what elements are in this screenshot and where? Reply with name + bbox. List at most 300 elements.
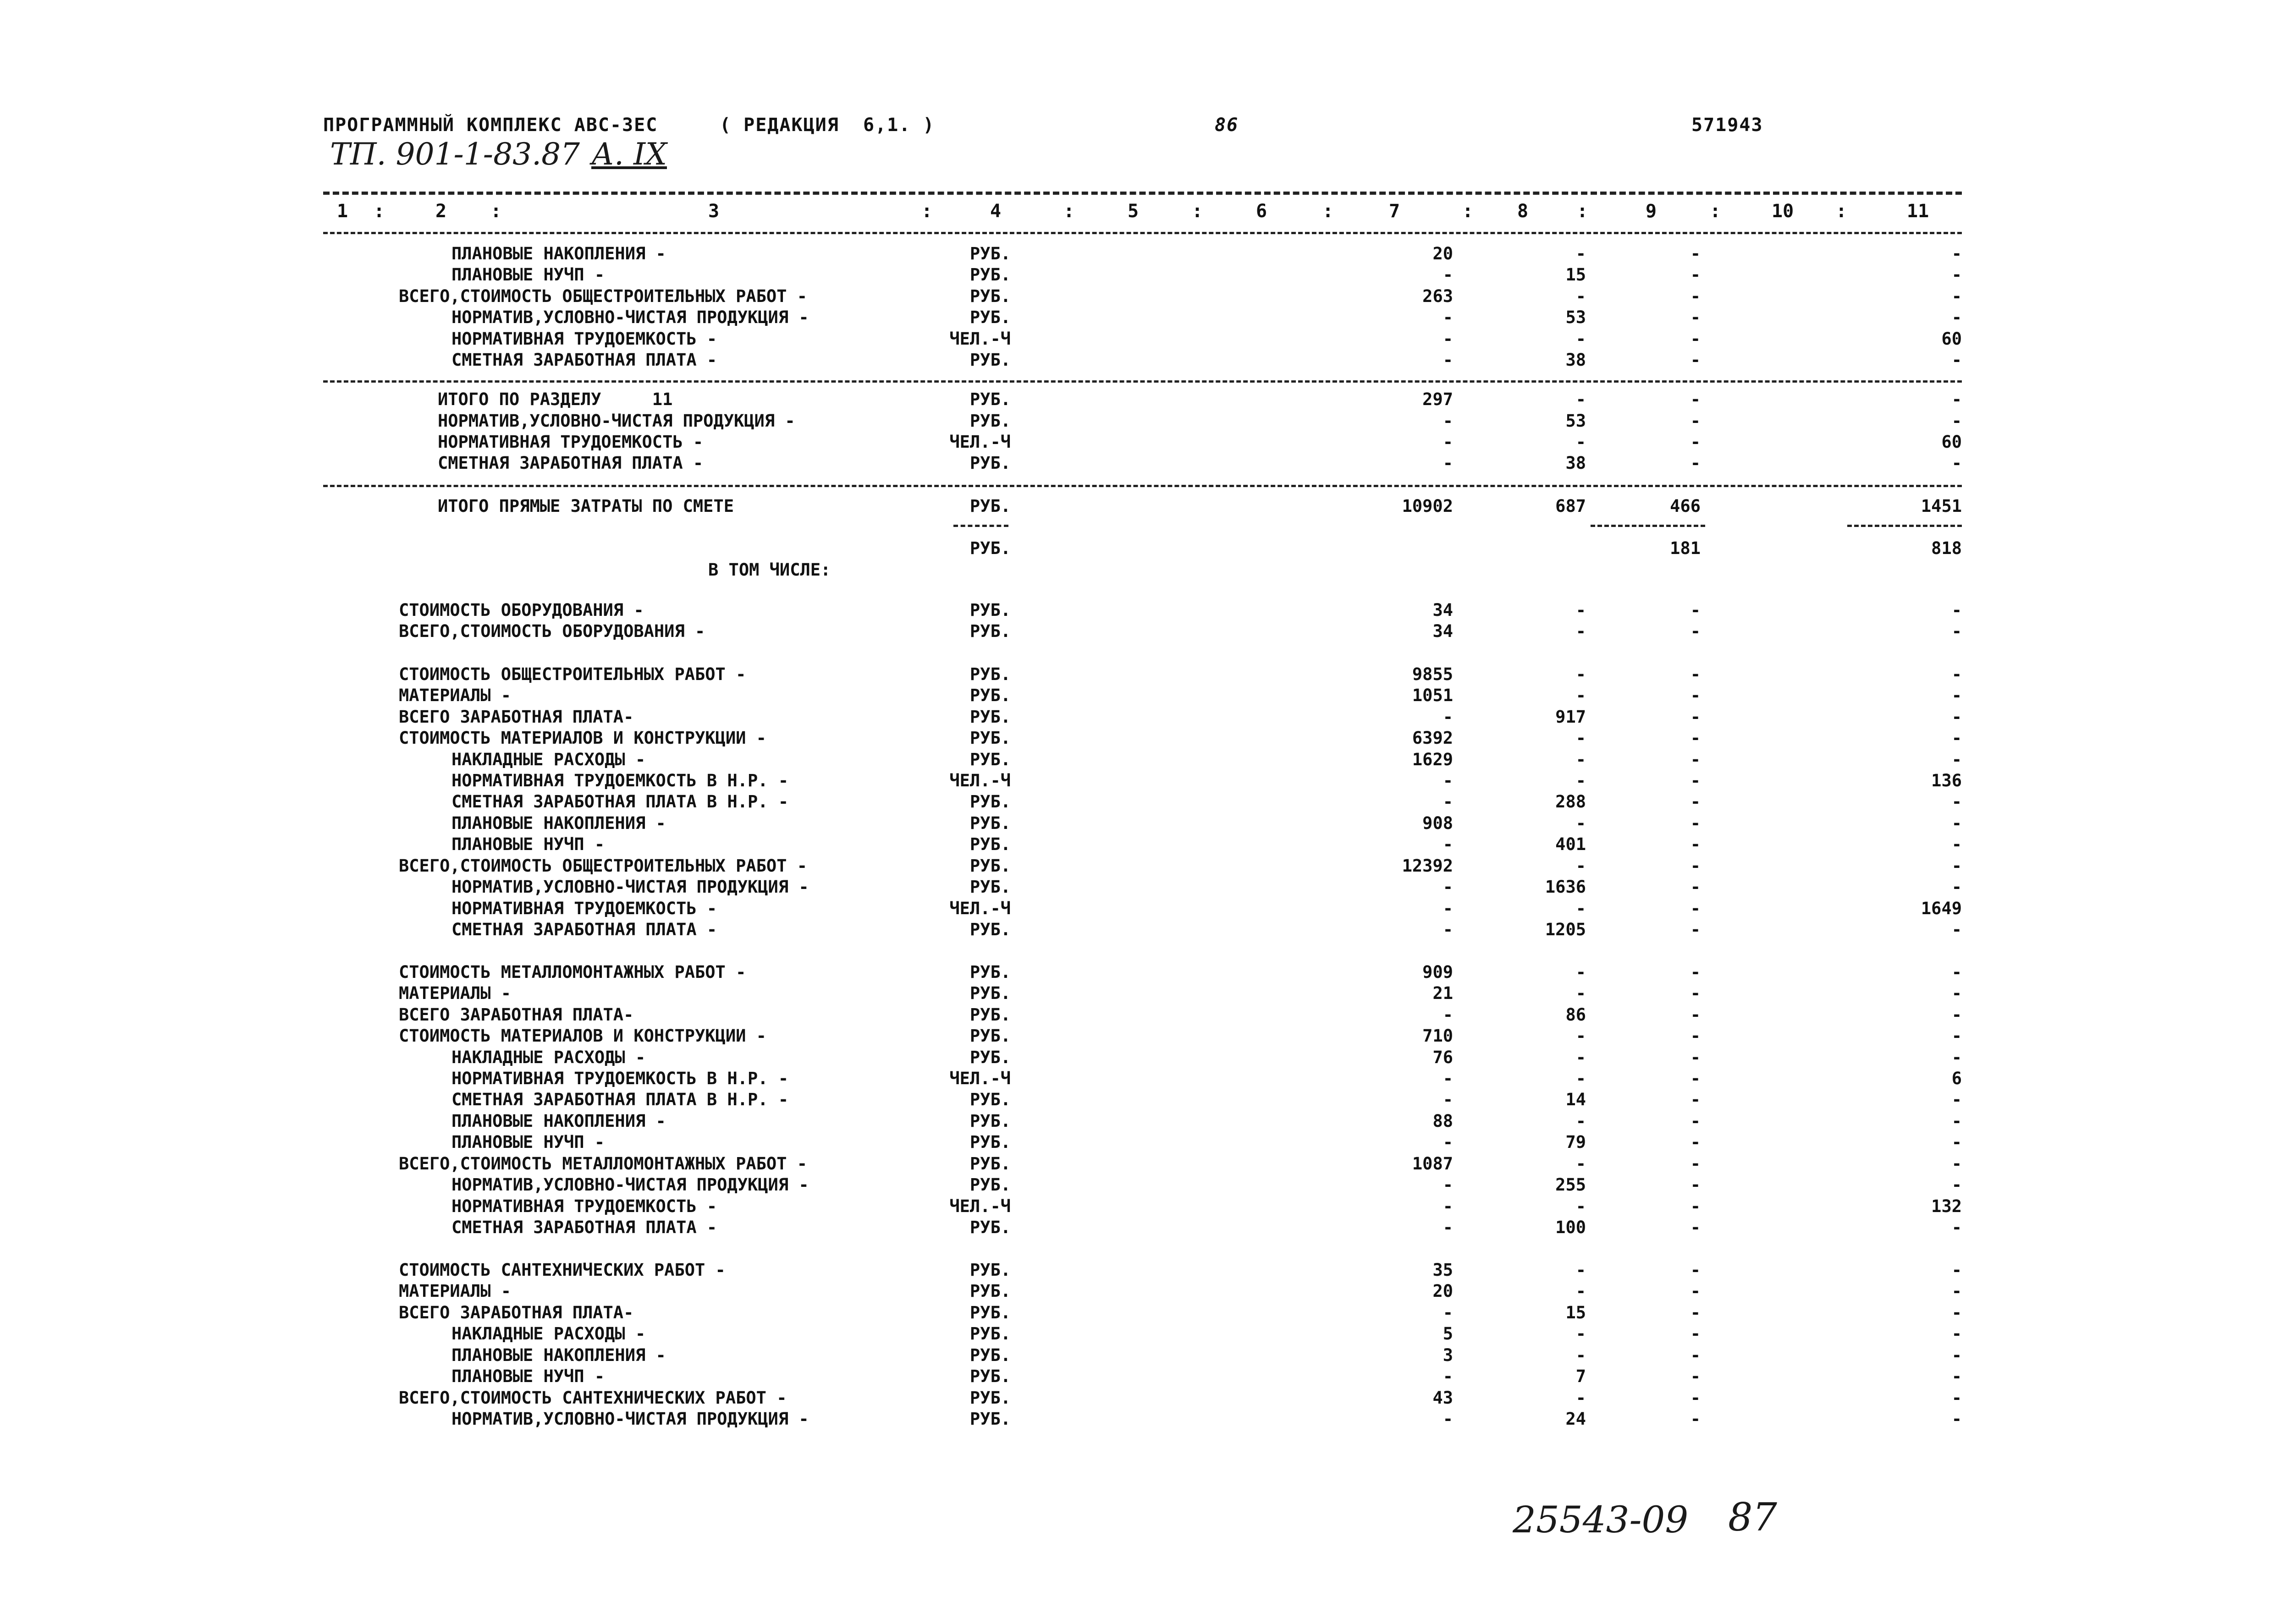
table-row xyxy=(0,1218,2274,1239)
unit-cell: РУБ. xyxy=(969,983,1011,1003)
value-col-7: - xyxy=(1443,1132,1453,1152)
value-col-7: 6392 xyxy=(1412,728,1453,748)
value-col-8: - xyxy=(1575,1260,1586,1280)
value-col-9: 181 xyxy=(1670,538,1701,558)
row-label: НОРМАТИВ,УСЛОВНО-ЧИСТАЯ ПРОДУКЦИЯ - xyxy=(451,307,809,327)
value-col-11: 1451 xyxy=(1921,496,1962,516)
column-header: 8 xyxy=(1517,201,1529,222)
row-label: ВСЕГО,СТОИМОСТЬ ОБЩЕСТРОИТЕЛЬНЫХ РАБОТ - xyxy=(399,286,808,306)
value-col-8: - xyxy=(1575,1048,1586,1067)
program-title: ПРОГРАММНЫЙ КОМПЛЕКС АВС-ЗЕС xyxy=(323,115,658,136)
unit-cell: РУБ. xyxy=(969,496,1011,516)
value-col-9: - xyxy=(1690,1366,1701,1386)
value-col-9: - xyxy=(1690,1388,1701,1408)
unit-cell: РУБ. xyxy=(969,286,1011,306)
value-col-8: - xyxy=(1575,1026,1586,1046)
value-col-11: - xyxy=(1951,707,1962,727)
table-row xyxy=(0,813,2274,834)
value-col-11: - xyxy=(1951,1281,1962,1301)
value-col-11: - xyxy=(1951,265,1962,285)
unit-cell: РУБ. xyxy=(969,453,1011,473)
value-col-7: 20 xyxy=(1432,244,1453,263)
table-row xyxy=(0,1345,2274,1366)
table-row xyxy=(0,265,2274,286)
unit-cell: РУБ. xyxy=(969,411,1011,431)
value-col-11: - xyxy=(1951,983,1962,1003)
row-label: СМЕТНАЯ ЗАРАБОТНАЯ ПЛАТА - xyxy=(438,453,704,473)
value-col-7: - xyxy=(1443,877,1453,897)
value-col-9: - xyxy=(1690,728,1701,748)
value-col-7: - xyxy=(1443,1366,1453,1386)
table-row xyxy=(0,286,2274,307)
value-col-8: - xyxy=(1575,1069,1586,1088)
value-col-8: 38 xyxy=(1565,350,1586,370)
value-col-11: - xyxy=(1951,1345,1962,1365)
value-col-8: - xyxy=(1575,621,1586,641)
value-col-8: 24 xyxy=(1565,1409,1586,1429)
column-header: 10 xyxy=(1772,201,1794,222)
value-col-8: - xyxy=(1575,432,1586,452)
table-row xyxy=(0,1409,2274,1430)
table-row xyxy=(0,1366,2274,1388)
unit-cell: РУБ. xyxy=(969,1324,1011,1344)
value-col-7: - xyxy=(1443,453,1453,473)
column-separator: : xyxy=(374,201,385,222)
value-col-9: - xyxy=(1690,411,1701,431)
value-col-8: - xyxy=(1575,1388,1586,1408)
value-col-11: - xyxy=(1951,411,1962,431)
value-col-9: - xyxy=(1690,432,1701,452)
value-col-9: - xyxy=(1690,899,1701,918)
column-header: 6 xyxy=(1256,201,1267,222)
row-label: НОРМАТИВНАЯ ТРУДОЕМКОСТЬ - xyxy=(451,899,717,918)
value-col-11: - xyxy=(1951,750,1962,769)
value-col-8: - xyxy=(1575,664,1586,684)
value-col-8: 288 xyxy=(1555,792,1586,812)
value-col-9: - xyxy=(1690,1196,1701,1216)
unit-cell: РУБ. xyxy=(969,1366,1011,1386)
row-label: НАКЛАДНЫЕ РАСХОДЫ - xyxy=(451,750,646,769)
value-col-11: - xyxy=(1951,1218,1962,1237)
value-col-8: - xyxy=(1575,1345,1586,1365)
value-col-11: 136 xyxy=(1931,771,1962,790)
table-row xyxy=(0,600,2274,621)
value-col-8: 1636 xyxy=(1545,877,1586,897)
value-col-8: - xyxy=(1575,1111,1586,1131)
column-separator: : xyxy=(1192,201,1203,222)
value-col-9: - xyxy=(1690,686,1701,705)
row-label: ВСЕГО,СТОИМОСТЬ САНТЕХНИЧЕСКИХ РАБОТ - xyxy=(399,1388,787,1408)
value-col-8: - xyxy=(1575,390,1586,409)
value-col-9: - xyxy=(1690,750,1701,769)
section-rule xyxy=(323,485,1962,487)
value-col-11: - xyxy=(1951,686,1962,705)
value-col-9: - xyxy=(1690,834,1701,854)
table-row xyxy=(0,962,2274,983)
unit-cell: РУБ. xyxy=(969,244,1011,263)
unit-cell: РУБ. xyxy=(969,1260,1011,1280)
value-col-8: - xyxy=(1575,962,1586,982)
value-col-8: 917 xyxy=(1555,707,1586,727)
unit-cell: РУБ. xyxy=(969,750,1011,769)
value-col-7: 76 xyxy=(1432,1048,1453,1067)
value-col-11: - xyxy=(1951,1366,1962,1386)
row-label: ВСЕГО,СТОИМОСТЬ ОБОРУДОВАНИЯ - xyxy=(399,621,705,641)
table-row xyxy=(0,1324,2274,1345)
table-row xyxy=(0,920,2274,941)
row-label: НАКЛАДНЫЕ РАСХОДЫ - xyxy=(451,1048,646,1067)
value-col-7: 1629 xyxy=(1412,750,1453,769)
value-col-11: - xyxy=(1951,1026,1962,1046)
table-row xyxy=(0,350,2274,371)
value-col-9: - xyxy=(1690,664,1701,684)
table-row xyxy=(0,1281,2274,1302)
value-col-7: 21 xyxy=(1432,983,1453,1003)
unit-cell: РУБ. xyxy=(969,1175,1011,1195)
table-row xyxy=(0,411,2274,432)
value-col-8: 1205 xyxy=(1545,920,1586,939)
table-header-rule xyxy=(323,232,1962,234)
row-label: ПЛАНОВЫЕ НУЧП - xyxy=(451,1366,605,1386)
column-separator: : xyxy=(921,201,933,222)
value-col-9: - xyxy=(1690,350,1701,370)
value-col-9: - xyxy=(1690,1111,1701,1131)
table-row xyxy=(0,453,2274,474)
value-col-11: - xyxy=(1951,813,1962,833)
handwritten-footer-code: 25543-09 xyxy=(1513,1498,1689,1541)
row-label: СТОИМОСТЬ МАТЕРИАЛОВ И КОНСТРУКЦИИ - xyxy=(399,1026,766,1046)
unit-cell: РУБ. xyxy=(969,792,1011,812)
row-label: НАКЛАДНЫЕ РАСХОДЫ - xyxy=(451,1324,646,1344)
value-col-9: - xyxy=(1690,1005,1701,1025)
value-col-11: - xyxy=(1951,1048,1962,1067)
row-label: НОРМАТИВНАЯ ТРУДОЕМКОСТЬ В Н.Р. - xyxy=(451,771,789,790)
value-col-9: - xyxy=(1690,265,1701,285)
value-col-11: - xyxy=(1951,728,1962,748)
value-col-9: - xyxy=(1690,1154,1701,1174)
row-label: ПЛАНОВЫЕ НУЧП - xyxy=(451,265,605,285)
value-col-9: - xyxy=(1690,307,1701,327)
value-col-8: 86 xyxy=(1565,1005,1586,1025)
unit-cell: РУБ. xyxy=(969,307,1011,327)
value-col-8: 15 xyxy=(1565,265,1586,285)
table-row xyxy=(0,244,2274,265)
value-col-11: - xyxy=(1951,834,1962,854)
row-label: ПЛАНОВЫЕ НАКОПЛЕНИЯ - xyxy=(451,244,666,263)
column-separator: : xyxy=(1577,201,1588,222)
unit-cell: РУБ. xyxy=(969,390,1011,409)
value-col-9: - xyxy=(1690,1218,1701,1237)
row-label: МАТЕРИАЛЫ - xyxy=(399,686,512,705)
value-col-7: 20 xyxy=(1432,1281,1453,1301)
value-col-8: - xyxy=(1575,1196,1586,1216)
value-col-11: 818 xyxy=(1931,538,1962,558)
value-col-7: - xyxy=(1443,432,1453,452)
table-row xyxy=(0,834,2274,856)
value-col-9: - xyxy=(1690,329,1701,349)
value-col-9: - xyxy=(1690,792,1701,812)
value-col-8: 53 xyxy=(1565,307,1586,327)
row-label: НОРМАТИВНАЯ ТРУДОЕМКОСТЬ В Н.Р. - xyxy=(451,1069,789,1088)
value-col-11: - xyxy=(1951,1324,1962,1344)
column-header: 11 xyxy=(1907,201,1929,222)
row-label: ИТОГО ПРЯМЫЕ ЗАТРАТЫ ПО СМЕТЕ xyxy=(438,496,734,516)
column-header: 1 xyxy=(337,201,348,222)
value-col-7: 297 xyxy=(1422,390,1453,409)
row-label: СМЕТНАЯ ЗАРАБОТНАЯ ПЛАТА - xyxy=(451,920,717,939)
value-col-11: 60 xyxy=(1941,432,1962,452)
table-row xyxy=(0,1303,2274,1324)
table-row xyxy=(0,664,2274,686)
value-col-11: 6 xyxy=(1951,1069,1962,1088)
value-col-11: - xyxy=(1951,1005,1962,1025)
value-col-9: - xyxy=(1690,1260,1701,1280)
table-row xyxy=(0,621,2274,642)
value-col-7: - xyxy=(1443,834,1453,854)
value-col-7: 1051 xyxy=(1412,686,1453,705)
value-col-8: 79 xyxy=(1565,1132,1586,1152)
row-label: ПЛАНОВЫЕ НАКОПЛЕНИЯ - xyxy=(451,813,666,833)
unit-cell: РУБ. xyxy=(969,1409,1011,1429)
column-header: 4 xyxy=(990,201,1002,222)
row-label: ВСЕГО,СТОИМОСТЬ МЕТАЛЛОМОНТАЖНЫХ РАБОТ - xyxy=(399,1154,808,1174)
value-col-8: - xyxy=(1575,983,1586,1003)
table-row xyxy=(0,1388,2274,1409)
value-col-7: 43 xyxy=(1432,1388,1453,1408)
column-header: 3 xyxy=(708,201,720,222)
value-col-9: - xyxy=(1690,244,1701,263)
table-row xyxy=(0,856,2274,877)
table-row xyxy=(0,899,2274,920)
value-col-8: 255 xyxy=(1555,1175,1586,1195)
row-label: В ТОМ ЧИСЛЕ: xyxy=(708,560,831,580)
table-row xyxy=(0,1048,2274,1069)
unit-cell: РУБ. xyxy=(969,1154,1011,1174)
unit-cell: РУБ. xyxy=(969,856,1011,876)
table-row xyxy=(0,1196,2274,1218)
table-row xyxy=(0,771,2274,792)
value-col-9: - xyxy=(1690,1345,1701,1365)
value-col-8: 53 xyxy=(1565,411,1586,431)
table-row xyxy=(0,560,2274,581)
value-col-7: - xyxy=(1443,920,1453,939)
row-label: ВСЕГО,СТОИМОСТЬ ОБЩЕСТРОИТЕЛЬНЫХ РАБОТ - xyxy=(399,856,808,876)
table-row xyxy=(0,686,2274,707)
value-col-9: - xyxy=(1690,1303,1701,1322)
unit-cell: ЧЕЛ.-Ч xyxy=(949,1196,1011,1216)
value-col-9: 466 xyxy=(1670,496,1701,516)
value-col-7: - xyxy=(1443,1090,1453,1109)
value-col-11: - xyxy=(1951,621,1962,641)
value-col-9: - xyxy=(1690,1409,1701,1429)
value-col-7: 34 xyxy=(1432,600,1453,620)
value-col-7: - xyxy=(1443,350,1453,370)
value-col-11: - xyxy=(1951,244,1962,263)
table-row xyxy=(0,983,2274,1004)
value-col-8: - xyxy=(1575,244,1586,263)
row-label: ПЛАНОВЫЕ НАКОПЛЕНИЯ - xyxy=(451,1345,666,1365)
value-col-9: - xyxy=(1690,1281,1701,1301)
value-col-8: - xyxy=(1575,329,1586,349)
row-label: СМЕТНАЯ ЗАРАБОТНАЯ ПЛАТА - xyxy=(451,1218,717,1237)
handwritten-project-number: ТП. 901-1-83.87 xyxy=(330,137,580,172)
unit-cell: РУБ. xyxy=(969,1345,1011,1365)
value-col-9: - xyxy=(1690,1132,1701,1152)
value-col-7: 34 xyxy=(1432,621,1453,641)
value-col-8: - xyxy=(1575,750,1586,769)
value-col-7: - xyxy=(1443,1069,1453,1088)
value-col-8: - xyxy=(1575,600,1586,620)
value-col-8: - xyxy=(1575,813,1586,833)
value-col-9: - xyxy=(1690,856,1701,876)
value-col-11: - xyxy=(1951,390,1962,409)
section-rule xyxy=(323,380,1962,383)
unit-cell: РУБ. xyxy=(969,538,1011,558)
table-row xyxy=(0,1090,2274,1111)
row-label: ПЛАНОВЫЕ НУЧП - xyxy=(451,834,605,854)
value-col-7: 263 xyxy=(1422,286,1453,306)
value-col-7: - xyxy=(1443,265,1453,285)
row-label: СМЕТНАЯ ЗАРАБОТНАЯ ПЛАТА - xyxy=(451,350,717,370)
table-row xyxy=(0,1111,2274,1132)
column-header: 5 xyxy=(1128,201,1139,222)
unit-cell: РУБ. xyxy=(969,1048,1011,1067)
table-row xyxy=(0,1026,2274,1047)
handwritten-footer-page: 87 xyxy=(1728,1495,1777,1540)
unit-cell: РУБ. xyxy=(969,962,1011,982)
value-col-7: - xyxy=(1443,307,1453,327)
value-col-11: - xyxy=(1951,920,1962,939)
table-row xyxy=(0,1154,2274,1175)
value-col-11: - xyxy=(1951,962,1962,982)
row-label: СТОИМОСТЬ МЕТАЛЛОМОНТАЖНЫХ РАБОТ - xyxy=(399,962,746,982)
row-label: НОРМАТИВНАЯ ТРУДОЕМКОСТЬ - xyxy=(451,329,717,349)
value-col-9: - xyxy=(1690,983,1701,1003)
table-row xyxy=(0,496,2274,517)
column-separator: : xyxy=(490,201,502,222)
value-col-7: - xyxy=(1443,411,1453,431)
unit-cell: РУБ. xyxy=(969,728,1011,748)
value-col-11: - xyxy=(1951,600,1962,620)
value-col-9: - xyxy=(1690,1090,1701,1109)
value-col-8: - xyxy=(1575,1281,1586,1301)
value-col-9: - xyxy=(1690,286,1701,306)
subtotal-underline xyxy=(1591,525,1705,527)
value-col-11: 1649 xyxy=(1921,899,1962,918)
row-label: НОРМАТИВ,УСЛОВНО-ЧИСТАЯ ПРОДУКЦИЯ - xyxy=(451,877,809,897)
value-col-7: - xyxy=(1443,1175,1453,1195)
table-row xyxy=(0,307,2274,329)
value-col-11: - xyxy=(1951,1409,1962,1429)
row-label: ПЛАНОВЫЕ НАКОПЛЕНИЯ - xyxy=(451,1111,666,1131)
subtotal-underline xyxy=(1847,525,1962,527)
value-col-8: - xyxy=(1575,771,1586,790)
column-header: 9 xyxy=(1646,201,1657,222)
value-col-8: 38 xyxy=(1565,453,1586,473)
row-label: ВСЕГО ЗАРАБОТНАЯ ПЛАТА- xyxy=(399,1005,634,1025)
row-label: СТОИМОСТЬ МАТЕРИАЛОВ И КОНСТРУКЦИИ - xyxy=(399,728,766,748)
unit-cell: РУБ. xyxy=(969,707,1011,727)
value-col-9: - xyxy=(1690,390,1701,409)
value-col-8: 687 xyxy=(1555,496,1586,516)
value-col-8: - xyxy=(1575,686,1586,705)
value-col-8: - xyxy=(1575,286,1586,306)
value-col-7: 12392 xyxy=(1402,856,1453,876)
unit-cell: ЧЕЛ.-Ч xyxy=(949,899,1011,918)
unit-cell: РУБ. xyxy=(969,1090,1011,1109)
unit-cell: РУБ. xyxy=(969,664,1011,684)
value-col-7: 5 xyxy=(1443,1324,1453,1344)
value-col-8: - xyxy=(1575,728,1586,748)
value-col-8: - xyxy=(1575,856,1586,876)
row-label: МАТЕРИАЛЫ - xyxy=(399,983,512,1003)
value-col-7: - xyxy=(1443,792,1453,812)
value-col-9: - xyxy=(1690,1069,1701,1088)
unit-cell: РУБ. xyxy=(969,1303,1011,1322)
value-col-11: 132 xyxy=(1931,1196,1962,1216)
table-row xyxy=(0,538,2274,560)
value-col-8: 7 xyxy=(1575,1366,1586,1386)
unit-cell: РУБ. xyxy=(969,877,1011,897)
edition-label: ( РЕДАКЦИЯ 6,1. ) xyxy=(720,115,935,136)
table-row xyxy=(0,1175,2274,1196)
row-label: НОРМАТИВНАЯ ТРУДОЕМКОСТЬ - xyxy=(438,432,704,452)
unit-cell: РУБ. xyxy=(969,1388,1011,1408)
unit-cell: ЧЕЛ.-Ч xyxy=(949,432,1011,452)
row-label: ИТОГО ПО РАЗДЕЛУ 11 xyxy=(438,390,673,409)
column-separator: : xyxy=(1710,201,1721,222)
row-label: СМЕТНАЯ ЗАРАБОТНАЯ ПЛАТА В Н.Р. - xyxy=(451,792,789,812)
row-label: НОРМАТИВ,УСЛОВНО-ЧИСТАЯ ПРОДУКЦИЯ - xyxy=(438,411,795,431)
value-col-7: 3 xyxy=(1443,1345,1453,1365)
value-col-8: 14 xyxy=(1565,1090,1586,1109)
value-col-9: - xyxy=(1690,920,1701,939)
value-col-11: - xyxy=(1951,350,1962,370)
value-col-9: - xyxy=(1690,707,1701,727)
value-col-9: - xyxy=(1690,771,1701,790)
value-col-9: - xyxy=(1690,813,1701,833)
value-col-9: - xyxy=(1690,877,1701,897)
row-label: НОРМАТИВНАЯ ТРУДОЕМКОСТЬ - xyxy=(451,1196,717,1216)
unit-cell: РУБ. xyxy=(969,600,1011,620)
value-col-11: - xyxy=(1951,856,1962,876)
unit-cell: РУБ. xyxy=(969,1281,1011,1301)
value-col-9: - xyxy=(1690,621,1701,641)
column-separator: : xyxy=(1462,201,1474,222)
column-separator: : xyxy=(1836,201,1847,222)
table-top-rule xyxy=(323,192,1962,195)
value-col-9: - xyxy=(1690,600,1701,620)
row-label: НОРМАТИВ,УСЛОВНО-ЧИСТАЯ ПРОДУКЦИЯ - xyxy=(451,1175,809,1195)
unit-cell: ЧЕЛ.-Ч xyxy=(949,1069,1011,1088)
table-row xyxy=(0,390,2274,411)
column-separator: : xyxy=(1063,201,1075,222)
unit-cell: РУБ. xyxy=(969,686,1011,705)
unit-cell: РУБ. xyxy=(969,265,1011,285)
unit-cell: РУБ. xyxy=(969,1111,1011,1131)
value-col-7: 10902 xyxy=(1402,496,1453,516)
table-row xyxy=(0,432,2274,453)
unit-cell: РУБ. xyxy=(969,1132,1011,1152)
value-col-9: - xyxy=(1690,1175,1701,1195)
value-col-11: - xyxy=(1951,1154,1962,1174)
column-separator: : xyxy=(1322,201,1334,222)
table-row xyxy=(0,792,2274,813)
value-col-11: - xyxy=(1951,877,1962,897)
row-label: СТОИМОСТЬ ОБОРУДОВАНИЯ - xyxy=(399,600,644,620)
column-header: 7 xyxy=(1389,201,1400,222)
value-col-7: 710 xyxy=(1422,1026,1453,1046)
